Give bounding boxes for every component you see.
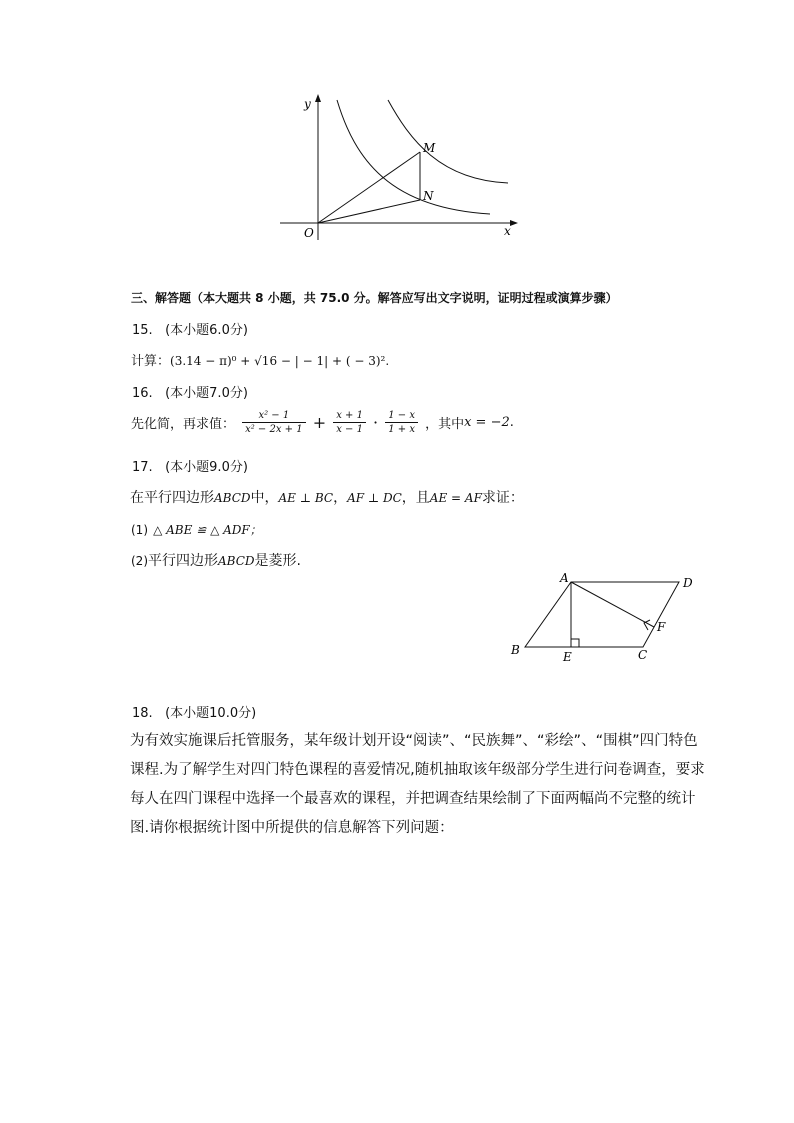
segment-on bbox=[318, 200, 420, 223]
q17-p1-text: △ ABE ≌ △ ADF； bbox=[153, 523, 262, 537]
label-c: C bbox=[638, 648, 648, 662]
q16-f3-denominator: 1 + x bbox=[388, 424, 415, 435]
q16-tail-1: ，其中 bbox=[425, 417, 465, 432]
label-e: E bbox=[563, 650, 572, 664]
label-f: F bbox=[657, 620, 666, 634]
q16-fraction-1 bbox=[242, 409, 306, 436]
outer-hyperbola bbox=[388, 100, 508, 183]
q16-fraction-2 bbox=[333, 409, 366, 436]
q18-paragraph: 为有效实施课后托管服务，某年级计划开设“阅读”、“民族舞”、“彩绘”、“围棋”四门特色课程.为了解学生对四门特色课程的喜爱情况,随机抽取该年级部分学生进行问卷调查，要求每人在四门课程中选择一个最喜欢的课程，并把调查结果绘制了下面两幅尚不完整的统计图.请你根据统计图中所提供的信息解答下列问题： bbox=[130, 733, 705, 836]
q16-plus: + bbox=[312, 413, 327, 432]
x-axis-arrow bbox=[510, 220, 518, 226]
q16-tail-2: . bbox=[509, 415, 514, 430]
q17-p2-label: (2) bbox=[131, 554, 148, 568]
segment-af bbox=[571, 582, 654, 627]
q15-header bbox=[132, 319, 248, 338]
section-heading: 三、解答题（本大题共 8 小题，共 75.0 分。解答应写出文字说明，证明过程或演算步骤） bbox=[131, 291, 618, 305]
q15-line bbox=[131, 350, 389, 369]
q16-header bbox=[132, 382, 248, 401]
q16-dot: · bbox=[373, 413, 379, 432]
q17-cond-3: AE = AF bbox=[429, 491, 482, 505]
q17-part-1 bbox=[131, 519, 262, 538]
q18-score: (本小题10.0分) bbox=[165, 706, 257, 721]
q17-cond-2: AF ⊥ DC bbox=[347, 491, 402, 505]
q17-score: (本小题9.0分) bbox=[165, 460, 248, 475]
q16-number: 16. bbox=[132, 386, 153, 401]
label-o: O bbox=[304, 226, 314, 240]
label-n: N bbox=[423, 189, 434, 203]
y-axis-arrow bbox=[315, 94, 321, 102]
q16-condition: x = −2 bbox=[464, 415, 510, 430]
q17-text-2: 中， bbox=[250, 490, 279, 506]
q17-text-1: 在平行四边形 bbox=[130, 490, 214, 506]
label-m: M bbox=[423, 141, 436, 155]
q17-part-2 bbox=[131, 550, 301, 570]
q17-cond-1: AE ⊥ BC bbox=[278, 491, 334, 505]
parallelogram-figure bbox=[505, 570, 715, 665]
label-d: D bbox=[683, 576, 693, 590]
q17-sep-1: ， bbox=[333, 490, 348, 506]
hyperbola-figure bbox=[270, 90, 530, 245]
label-y: y bbox=[304, 97, 311, 111]
q18-number: 18. bbox=[132, 706, 153, 721]
q17-p2-text-2: 是菱形. bbox=[254, 553, 301, 569]
q17-p1-label: (1) bbox=[131, 523, 148, 537]
q16-lead: 先化简，再求值： bbox=[131, 417, 236, 432]
q17-statement bbox=[130, 487, 524, 507]
q16-fraction-3 bbox=[385, 409, 418, 436]
q17-p2-abcd: ABCD bbox=[218, 554, 255, 568]
q17-abcd: ABCD bbox=[214, 491, 251, 505]
label-x: x bbox=[504, 224, 511, 238]
parallelogram-abcd bbox=[525, 582, 679, 647]
q17-text-3: 求证： bbox=[481, 490, 524, 506]
q16-f2-denominator: x − 1 bbox=[336, 424, 363, 435]
q16-f1-numerator: x² − 1 bbox=[242, 409, 306, 423]
q15-expression: (3.14 − π)⁰ + √16 − | − 1| + ( − 3)². bbox=[170, 354, 390, 368]
label-b: B bbox=[511, 643, 520, 657]
q16-f3-numerator: 1 − x bbox=[385, 409, 418, 423]
q18-header bbox=[132, 702, 256, 721]
q17-sep-2: ，且 bbox=[401, 490, 430, 506]
q17-number: 17. bbox=[132, 460, 153, 475]
q16-score: (本小题7.0分) bbox=[165, 386, 248, 401]
q16-line bbox=[131, 409, 514, 436]
right-angle-e bbox=[571, 639, 579, 647]
q15-number: 15. bbox=[132, 323, 153, 338]
q15-lead: 计算： bbox=[131, 354, 171, 369]
q16-f1-denominator: x² − 2x + 1 bbox=[245, 424, 303, 435]
q17-header bbox=[132, 456, 248, 475]
label-a: A bbox=[560, 571, 569, 585]
q15-score: (本小题6.0分) bbox=[165, 323, 248, 338]
q16-f2-numerator: x + 1 bbox=[333, 409, 366, 423]
q17-p2-text-1: 平行四边形 bbox=[148, 553, 218, 569]
